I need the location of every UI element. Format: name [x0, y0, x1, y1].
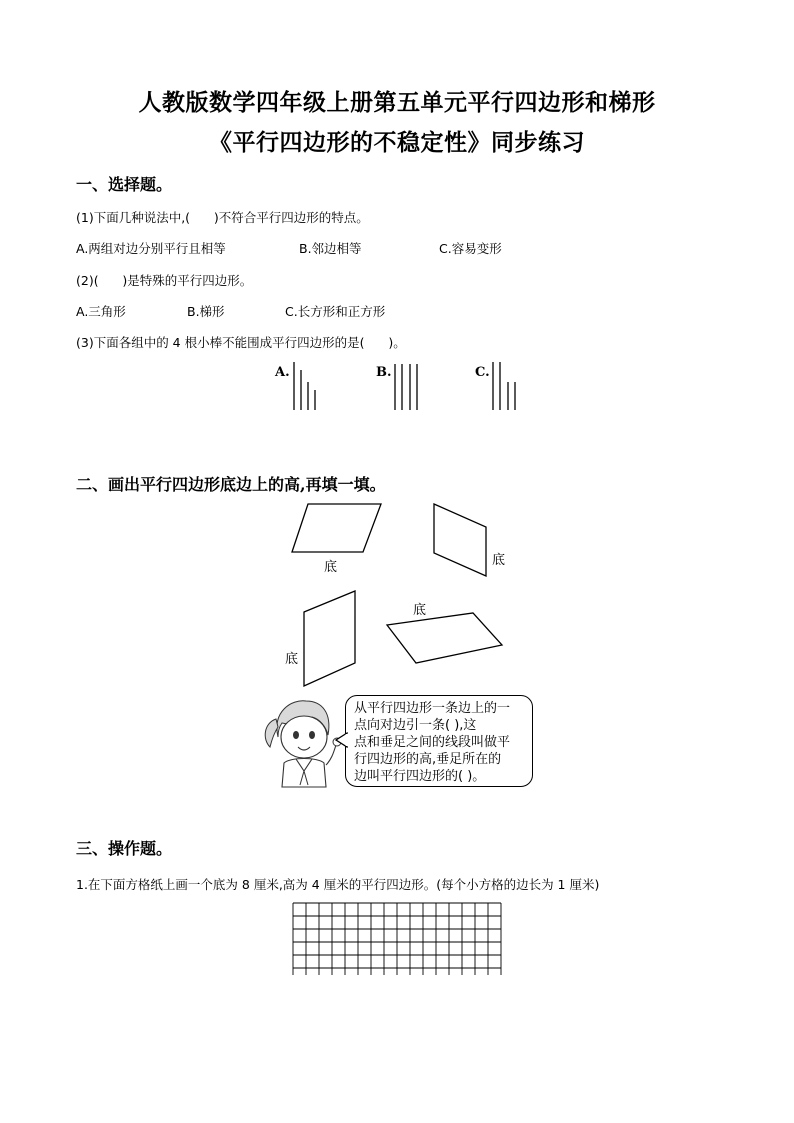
question-1-option-c: C.容易变形 [439, 241, 502, 256]
square-grid-paper[interactable] [292, 902, 503, 975]
section-1-heading: 一、选择题。 [76, 175, 173, 194]
question-1-option-a: A.两组对边分别平行且相等 [76, 241, 226, 256]
stick-group-a [290, 360, 326, 412]
page-subtitle: 《平行四边形的不稳定性》同步练习 [209, 129, 585, 156]
bubble-pointer [334, 732, 348, 748]
bubble-line: 点向对边引一条( ),这 [354, 718, 477, 733]
question-3-text: (3)下面各组中的 4 根小棒不能围成平行四边形的是( )。 [76, 335, 406, 350]
parallelogram-4 [383, 605, 507, 667]
stick-group-c-label: C. [475, 365, 490, 380]
question-1-option-b: B.邻边相等 [299, 241, 362, 256]
question-2-text: (2)( )是特殊的平行四边形。 [76, 273, 253, 288]
base-label-1: 底 [324, 560, 338, 575]
speech-bubble [345, 695, 533, 787]
base-label-4: 底 [413, 603, 427, 618]
question-2-option-c: C.长方形和正方形 [285, 304, 386, 319]
base-label-3: 底 [285, 652, 299, 667]
bubble-line: 行四边形的高,垂足所在的 [354, 752, 502, 767]
bubble-line: 边叫平行四边形的( )。 [354, 769, 486, 784]
bubble-line: 从平行四边形一条边上的一 [354, 701, 511, 716]
stick-group-b [390, 360, 426, 412]
base-label-2: 底 [492, 553, 506, 568]
stick-group-c [488, 360, 524, 412]
parallelogram-1 [288, 500, 384, 558]
section-3-heading: 三、操作题。 [76, 839, 173, 858]
operation-question-1-text: 1.在下面方格纸上画一个底为 8 厘米,高为 4 厘米的平行四边形。(每个小方格的边长为 1 厘米) [76, 877, 600, 892]
bubble-line: 点和垂足之间的线段叫做平 [354, 735, 511, 750]
question-2-option-a: A.三角形 [76, 304, 126, 319]
girl-illustration [262, 697, 344, 789]
section-2-heading: 二、画出平行四边形底边上的高,再填一填。 [76, 475, 386, 494]
question-2-option-b: B.梯形 [187, 304, 225, 319]
stick-group-b-label: B. [376, 365, 392, 380]
page-title: 人教版数学四年级上册第五单元平行四边形和梯形 [138, 89, 656, 116]
question-1-text: (1)下面几种说法中,( )不符合平行四边形的特点。 [76, 210, 369, 225]
parallelogram-2 [428, 500, 492, 580]
stick-group-a-label: A. [275, 365, 290, 380]
parallelogram-3 [300, 588, 360, 690]
